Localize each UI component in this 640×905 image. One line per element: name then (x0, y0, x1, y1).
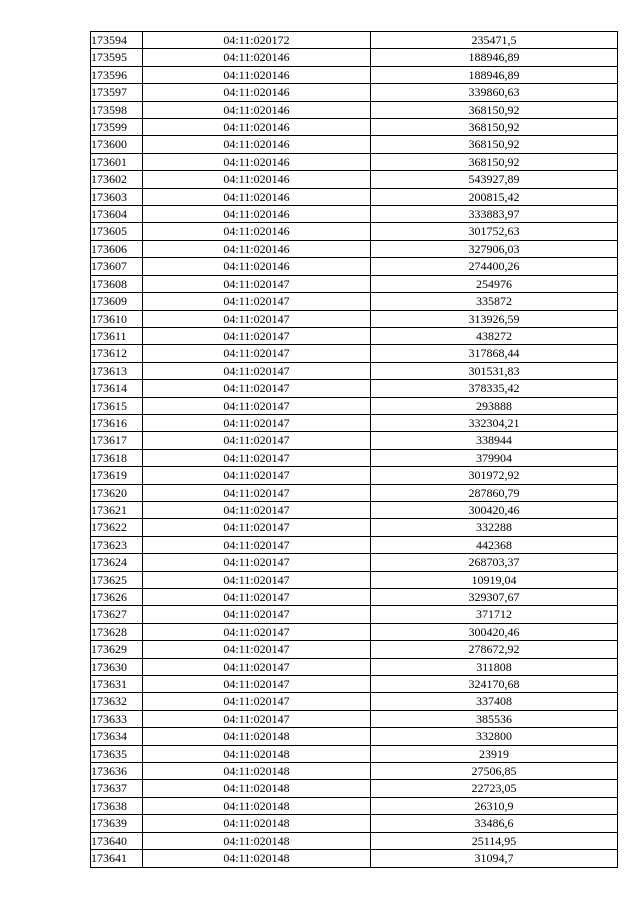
value-cell: 278672,92 (371, 641, 618, 658)
cadastral-number-cell: 04:11:020147 (143, 519, 371, 536)
cadastral-number-cell: 04:11:020147 (143, 658, 371, 675)
value-cell: 338944 (371, 432, 618, 449)
table-row (91, 676, 618, 693)
value-cell: 324170,68 (371, 676, 618, 693)
row-id-cell: 173605 (91, 223, 143, 240)
row-id-cell: 173638 (91, 797, 143, 814)
cadastral-number-cell: 04:11:020147 (143, 362, 371, 379)
row-id-cell: 173602 (91, 171, 143, 188)
row-id-cell: 173596 (91, 66, 143, 83)
table-row (91, 32, 618, 49)
value-cell: 293888 (371, 397, 618, 414)
value-cell: 327906,03 (371, 240, 618, 257)
table-row (91, 554, 618, 571)
table-body (91, 32, 618, 868)
cadastral-number-cell: 04:11:020147 (143, 449, 371, 466)
table-row (91, 119, 618, 136)
value-cell: 200815,42 (371, 188, 618, 205)
value-cell: 10919,04 (371, 571, 618, 588)
table-row (91, 49, 618, 66)
cadastral-number-cell: 04:11:020147 (143, 467, 371, 484)
cadastral-number-cell: 04:11:020147 (143, 606, 371, 623)
cadastral-number-cell: 04:11:020146 (143, 206, 371, 223)
table-row (91, 432, 618, 449)
value-cell: 23919 (371, 745, 618, 762)
cadastral-number-cell: 04:11:020147 (143, 554, 371, 571)
cadastral-number-cell: 04:11:020147 (143, 501, 371, 518)
table-row (91, 345, 618, 362)
row-id-cell: 173626 (91, 589, 143, 606)
row-id-cell: 173597 (91, 84, 143, 101)
row-id-cell: 173606 (91, 240, 143, 257)
value-cell: 313926,59 (371, 310, 618, 327)
value-cell: 22723,05 (371, 780, 618, 797)
table-row (91, 136, 618, 153)
value-cell: 332304,21 (371, 414, 618, 431)
table-row (91, 380, 618, 397)
table-row (91, 467, 618, 484)
table-row (91, 519, 618, 536)
cadastral-number-cell: 04:11:020146 (143, 240, 371, 257)
row-id-cell: 173607 (91, 258, 143, 275)
cadastral-number-cell: 04:11:020147 (143, 380, 371, 397)
cadastral-number-cell: 04:11:020146 (143, 101, 371, 118)
value-cell: 254976 (371, 275, 618, 292)
cadastral-number-cell: 04:11:020147 (143, 641, 371, 658)
value-cell: 368150,92 (371, 153, 618, 170)
table-row (91, 797, 618, 814)
table-row (91, 536, 618, 553)
table-row (91, 710, 618, 727)
table-row (91, 623, 618, 640)
cadastral-number-cell: 04:11:020146 (143, 223, 371, 240)
value-cell: 442368 (371, 536, 618, 553)
cadastral-number-cell: 04:11:020147 (143, 623, 371, 640)
row-id-cell: 173619 (91, 467, 143, 484)
value-cell: 378335,42 (371, 380, 618, 397)
table-row (91, 327, 618, 344)
row-id-cell: 173612 (91, 345, 143, 362)
table-row (91, 275, 618, 292)
value-cell: 371712 (371, 606, 618, 623)
row-id-cell: 173620 (91, 484, 143, 501)
table-row (91, 397, 618, 414)
table-row (91, 362, 618, 379)
row-id-cell: 173631 (91, 676, 143, 693)
row-id-cell: 173611 (91, 327, 143, 344)
value-cell: 235471,5 (371, 32, 618, 49)
cadastral-number-cell: 04:11:020147 (143, 484, 371, 501)
row-id-cell: 173618 (91, 449, 143, 466)
value-cell: 543927,89 (371, 171, 618, 188)
row-id-cell: 173625 (91, 571, 143, 588)
table-row (91, 223, 618, 240)
value-cell: 335872 (371, 293, 618, 310)
cadastral-number-cell: 04:11:020148 (143, 728, 371, 745)
cadastral-number-cell: 04:11:020148 (143, 745, 371, 762)
row-id-cell: 173639 (91, 815, 143, 832)
row-id-cell: 173632 (91, 693, 143, 710)
cadastral-number-cell: 04:11:020147 (143, 571, 371, 588)
row-id-cell: 173624 (91, 554, 143, 571)
row-id-cell: 173621 (91, 501, 143, 518)
table-row (91, 153, 618, 170)
cadastral-number-cell: 04:11:020148 (143, 815, 371, 832)
cadastral-number-cell: 04:11:020148 (143, 850, 371, 867)
value-cell: 339860,63 (371, 84, 618, 101)
row-id-cell: 173608 (91, 275, 143, 292)
cadastral-number-cell: 04:11:020146 (143, 258, 371, 275)
table-row (91, 606, 618, 623)
table-row (91, 850, 618, 867)
table-row (91, 589, 618, 606)
cadastral-number-cell: 04:11:020148 (143, 763, 371, 780)
value-cell: 33486,6 (371, 815, 618, 832)
table-row (91, 832, 618, 849)
value-cell: 301972,92 (371, 467, 618, 484)
table-row (91, 171, 618, 188)
cadastral-number-cell: 04:11:020172 (143, 32, 371, 49)
cadastral-number-cell: 04:11:020148 (143, 832, 371, 849)
table-row (91, 66, 618, 83)
row-id-cell: 173622 (91, 519, 143, 536)
row-id-cell: 173634 (91, 728, 143, 745)
row-id-cell: 173628 (91, 623, 143, 640)
table-row (91, 414, 618, 431)
row-id-cell: 173595 (91, 49, 143, 66)
row-id-cell: 173636 (91, 763, 143, 780)
row-id-cell: 173630 (91, 658, 143, 675)
data-table (90, 31, 618, 868)
table-row (91, 188, 618, 205)
table-row (91, 815, 618, 832)
cadastral-number-cell: 04:11:020147 (143, 345, 371, 362)
cadastral-number-cell: 04:11:020146 (143, 119, 371, 136)
cadastral-number-cell: 04:11:020146 (143, 84, 371, 101)
table-row (91, 501, 618, 518)
cadastral-number-cell: 04:11:020147 (143, 275, 371, 292)
value-cell: 332288 (371, 519, 618, 536)
cadastral-number-cell: 04:11:020146 (143, 49, 371, 66)
table-row (91, 240, 618, 257)
table-row (91, 310, 618, 327)
cadastral-number-cell: 04:11:020147 (143, 693, 371, 710)
table-row (91, 745, 618, 762)
cadastral-number-cell: 04:11:020146 (143, 66, 371, 83)
table-row (91, 449, 618, 466)
value-cell: 311808 (371, 658, 618, 675)
row-id-cell: 173614 (91, 380, 143, 397)
row-id-cell: 173617 (91, 432, 143, 449)
value-cell: 25114,95 (371, 832, 618, 849)
value-cell: 379904 (371, 449, 618, 466)
value-cell: 337408 (371, 693, 618, 710)
table-row (91, 101, 618, 118)
cadastral-number-cell: 04:11:020146 (143, 188, 371, 205)
value-cell: 332800 (371, 728, 618, 745)
row-id-cell: 173600 (91, 136, 143, 153)
row-id-cell: 173623 (91, 536, 143, 553)
value-cell: 301752,63 (371, 223, 618, 240)
cadastral-number-cell: 04:11:020148 (143, 797, 371, 814)
value-cell: 438272 (371, 327, 618, 344)
value-cell: 268703,37 (371, 554, 618, 571)
value-cell: 274400,26 (371, 258, 618, 275)
row-id-cell: 173629 (91, 641, 143, 658)
table-row (91, 571, 618, 588)
value-cell: 300420,46 (371, 623, 618, 640)
row-id-cell: 173604 (91, 206, 143, 223)
cadastral-number-cell: 04:11:020146 (143, 136, 371, 153)
row-id-cell: 173633 (91, 710, 143, 727)
cadastral-number-cell: 04:11:020146 (143, 153, 371, 170)
cadastral-number-cell: 04:11:020146 (143, 171, 371, 188)
cadastral-number-cell: 04:11:020147 (143, 414, 371, 431)
cadastral-number-cell: 04:11:020147 (143, 676, 371, 693)
row-id-cell: 173599 (91, 119, 143, 136)
row-id-cell: 173641 (91, 850, 143, 867)
value-cell: 31094,7 (371, 850, 618, 867)
cadastral-number-cell: 04:11:020147 (143, 397, 371, 414)
value-cell: 26310,9 (371, 797, 618, 814)
value-cell: 333883,97 (371, 206, 618, 223)
value-cell: 368150,92 (371, 136, 618, 153)
row-id-cell: 173635 (91, 745, 143, 762)
value-cell: 329307,67 (371, 589, 618, 606)
row-id-cell: 173594 (91, 32, 143, 49)
table-row (91, 84, 618, 101)
table-row (91, 780, 618, 797)
value-cell: 385536 (371, 710, 618, 727)
value-cell: 287860,79 (371, 484, 618, 501)
table-row (91, 728, 618, 745)
cadastral-number-cell: 04:11:020147 (143, 589, 371, 606)
table-row (91, 641, 618, 658)
table-row (91, 206, 618, 223)
value-cell: 368150,92 (371, 119, 618, 136)
row-id-cell: 173627 (91, 606, 143, 623)
row-id-cell: 173613 (91, 362, 143, 379)
table-row (91, 484, 618, 501)
row-id-cell: 173640 (91, 832, 143, 849)
row-id-cell: 173615 (91, 397, 143, 414)
table-row (91, 258, 618, 275)
table-row (91, 693, 618, 710)
table-row (91, 763, 618, 780)
row-id-cell: 173609 (91, 293, 143, 310)
row-id-cell: 173598 (91, 101, 143, 118)
value-cell: 368150,92 (371, 101, 618, 118)
table-row (91, 658, 618, 675)
value-cell: 300420,46 (371, 501, 618, 518)
row-id-cell: 173637 (91, 780, 143, 797)
cadastral-number-cell: 04:11:020147 (143, 432, 371, 449)
row-id-cell: 173610 (91, 310, 143, 327)
value-cell: 27506,85 (371, 763, 618, 780)
row-id-cell: 173616 (91, 414, 143, 431)
value-cell: 188946,89 (371, 66, 618, 83)
value-cell: 317868,44 (371, 345, 618, 362)
value-cell: 301531,83 (371, 362, 618, 379)
cadastral-number-cell: 04:11:020147 (143, 327, 371, 344)
row-id-cell: 173603 (91, 188, 143, 205)
value-cell: 188946,89 (371, 49, 618, 66)
cadastral-number-cell: 04:11:020147 (143, 536, 371, 553)
cadastral-number-cell: 04:11:020148 (143, 780, 371, 797)
cadastral-number-cell: 04:11:020147 (143, 710, 371, 727)
table-row (91, 293, 618, 310)
cadastral-number-cell: 04:11:020147 (143, 293, 371, 310)
row-id-cell: 173601 (91, 153, 143, 170)
cadastral-number-cell: 04:11:020147 (143, 310, 371, 327)
